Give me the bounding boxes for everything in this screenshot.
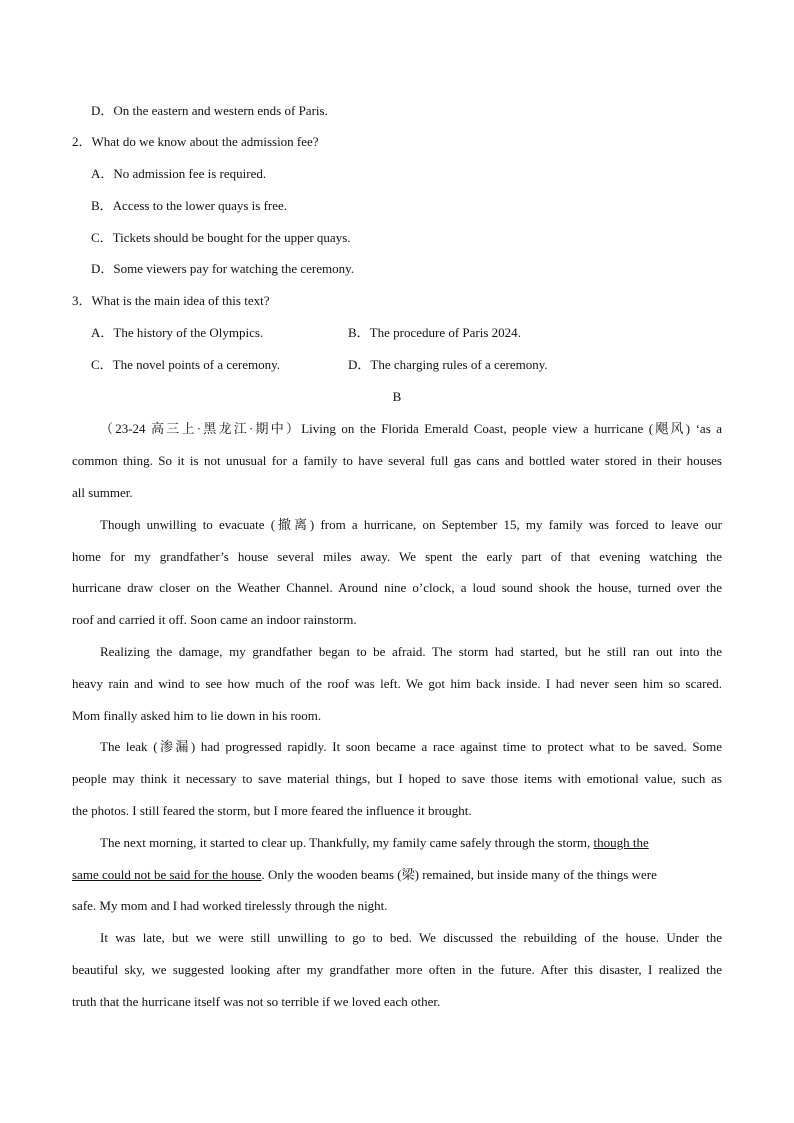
passage-line: safe. My mom and I had worked tirelessly through the night. (72, 898, 388, 913)
passage-line: Mom finally asked him to lie down in his room. (72, 708, 322, 723)
passage-line: common thing. So it is not unusual for a family to have several full gas cans and bottled water stored in their houses (72, 453, 722, 468)
q2-option-c: C．Tickets should be bought for the upper quays. (91, 230, 351, 245)
passage-line (72, 868, 657, 881)
passage-line: The leak (渗漏) had progressed rapidly. It soon became a race against time to protect what to be saved. Some (100, 739, 722, 754)
q2-option-a: A．No admission fee is required. (91, 166, 267, 181)
section-label: B (392, 389, 402, 404)
passage-text: The next morning, it started to clear up. Thankfully, my family came safely through the storm, (100, 835, 594, 850)
passage-line: heavy rain and wind to see how much of the roof was left. We got him back inside. I had never seen him so scared. (72, 676, 722, 691)
passage-line: roof and carried it off. Soon came an indoor rainstorm. (72, 612, 357, 627)
passage-line: all summer. (72, 485, 133, 500)
passage-text: . Only the wooden beams (梁) remained, but inside many of the things were (261, 867, 657, 882)
q3-option-d: D．The charging rules of a ceremony. (348, 357, 548, 372)
q2-option-d: D．Some viewers pay for watching the ceremony. (91, 261, 355, 276)
passage-line: （23-24 高三上·黑龙江·期中）Living on the Florida Emerald Coast, people view a hurricane (飓风) ‘as a (100, 421, 722, 436)
passage-line: hurricane draw closer on the Weather Channel. Around nine o’clock, a loud sound shook the house, turned over the (72, 580, 722, 595)
q3-question: 3．What is the main idea of this text? (72, 293, 270, 308)
passage-line: Realizing the damage, my grandfather began to be afraid. The storm had started, but he still ran out into the (100, 644, 722, 659)
passage-line: Though unwilling to evacuate (撤离) from a hurricane, on September 15, my family was forced to leave our (100, 517, 722, 532)
q3-option-c: C．The novel points of a ceremony. (91, 357, 281, 372)
q2-question: 2．What do we know about the admission fee? (72, 134, 319, 149)
passage-line: beautiful sky, we suggested looking after my grandfather more often in the future. After this disaster, I realized the (72, 962, 722, 977)
q1-option-d: D．On the eastern and western ends of Paris. (91, 103, 328, 118)
passage-line: It was late, but we were still unwilling to go to bed. We discussed the rebuilding of the house. Under the (100, 930, 722, 945)
passage-line: the photos. I still feared the storm, but I more feared the influence it brought. (72, 803, 472, 818)
passage-line: truth that the hurricane itself was not so terrible if we loved each other. (72, 994, 441, 1009)
passage-line: people may think it necessary to save material things, but I hoped to save those items with emotional value, such as (72, 771, 722, 786)
underlined-phrase: though the (593, 835, 649, 850)
q2-option-b: B．Access to the lower quays is free. (91, 198, 288, 213)
q3-option-a: A．The history of the Olympics. (91, 325, 264, 340)
underlined-phrase: same could not be said for the house (72, 867, 262, 882)
passage-line (100, 836, 649, 849)
q3-option-b: B．The procedure of Paris 2024. (348, 325, 521, 340)
passage-line: home for my grandfather’s house several miles away. We spent the early part of that evening watching the (72, 549, 722, 564)
